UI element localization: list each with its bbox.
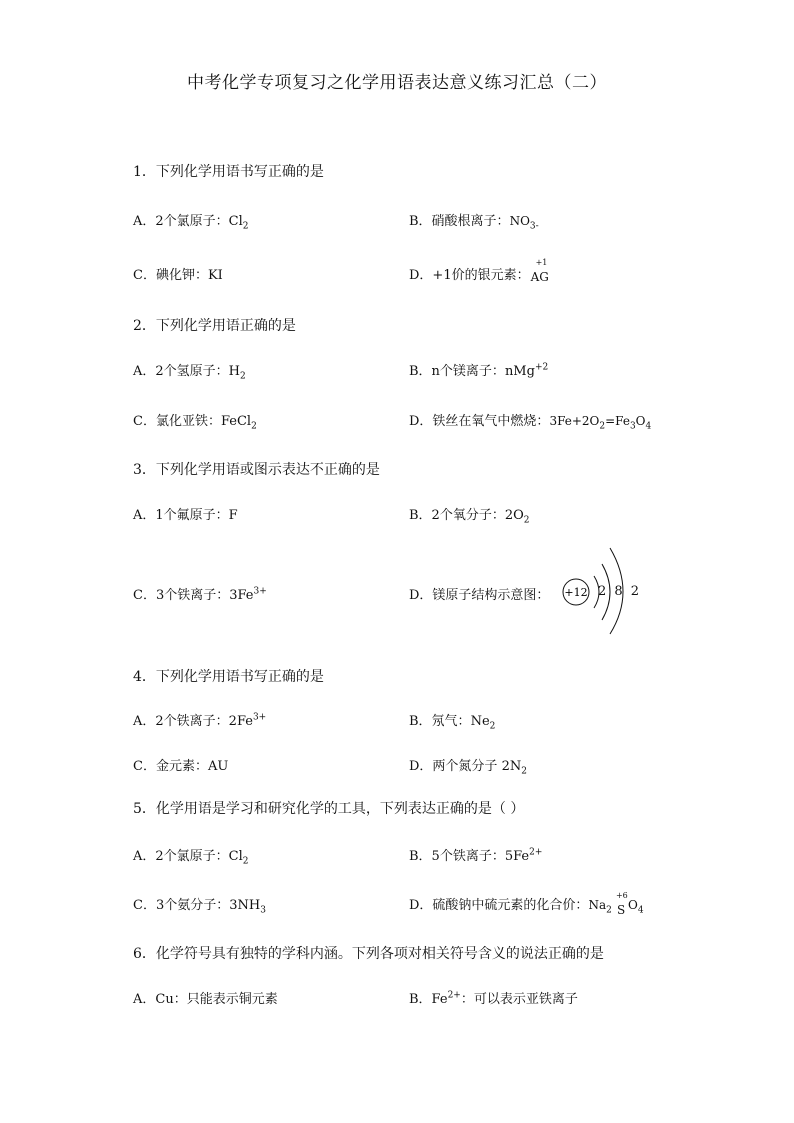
q2-option-c: C．氯化亚铁：FeCl$_2$ xyxy=(133,414,257,432)
q5-option-a: A．2个氯原子：$Cl_2$ xyxy=(133,849,249,867)
question-3-stem: 3．下列化学用语或图示表达不正确的是 xyxy=(133,462,380,478)
q6-option-a: A．Cu：只能表示铜元素 xyxy=(133,992,278,1007)
question-1-stem: 1．下列化学用语书写正确的是 xyxy=(133,164,324,180)
q4-option-b: B．氖气：$Ne_2$ xyxy=(409,714,496,732)
q2-option-a: A．2个氢原子：$H_2$ xyxy=(133,364,246,382)
q6-option-b: B．$Fe^{2+}$：可以表示亚铁离子 xyxy=(409,990,578,1007)
q2-option-d: D．铁丝在氧气中燃烧：$3Fe+2O_2=Fe_3O_4$ xyxy=(409,414,652,432)
q1-option-a: A．2个氯原子：$Cl_2$ xyxy=(133,214,249,232)
q3-option-d: D．镁原子结构示意图： xyxy=(409,588,550,603)
question-5-stem: 5．化学用语是学习和研究化学的工具，下列表达正确的是（ ） xyxy=(133,801,525,817)
question-6-stem: 6．化学符号具有独特的学科内涵。下列各项对相关符号含义的说法正确的是 xyxy=(133,946,604,962)
q1-option-c: C．碘化钾：KI xyxy=(133,268,223,283)
q3-option-c: C．3个铁离子：$3Fe^{3+}$ xyxy=(133,586,267,603)
q2-option-b: B．n个镁离子：nMg$^{+2}$ xyxy=(409,362,549,379)
question-4-stem: 4．下列化学用语书写正确的是 xyxy=(133,669,324,685)
q1-option-b: B．硝酸根离子：$NO_{3-}$ xyxy=(409,214,539,232)
q4-option-d: D．两个氮分子 $2N_2$ xyxy=(409,759,527,777)
q5-option-d: D．硫酸钠中硫元素的化合价：$Na_2$ +6 S $O_4$ xyxy=(409,890,644,917)
electron-shell-counts: 2 8 2 xyxy=(598,584,640,599)
question-2-stem: 2．下列化学用语正确的是 xyxy=(133,318,296,334)
q5-option-c: C．3个氨分子：$3NH_3$ xyxy=(133,898,266,916)
q4-option-a: A．2个铁离子：$2Fe^{3+}$ xyxy=(133,712,267,729)
q3-option-b: B．2个氧分子：$2O_2$ xyxy=(409,508,530,526)
q1-option-d: D．+1价的银元素： +1 AG xyxy=(409,258,549,284)
q3-option-a: A．1个氟原子：F xyxy=(133,508,238,523)
page-title: 中考化学专项复习之化学用语表达意义练习汇总（二） xyxy=(187,73,607,93)
q5-option-b: B．5个铁离子：$5Fe^{2+}$ xyxy=(409,847,543,864)
q4-option-c: C．金元素：AU xyxy=(133,759,229,774)
sulfur-valence: +6 xyxy=(615,890,628,900)
nucleus-label: +12 xyxy=(564,586,588,599)
valence-mark: +1 xyxy=(535,258,548,267)
